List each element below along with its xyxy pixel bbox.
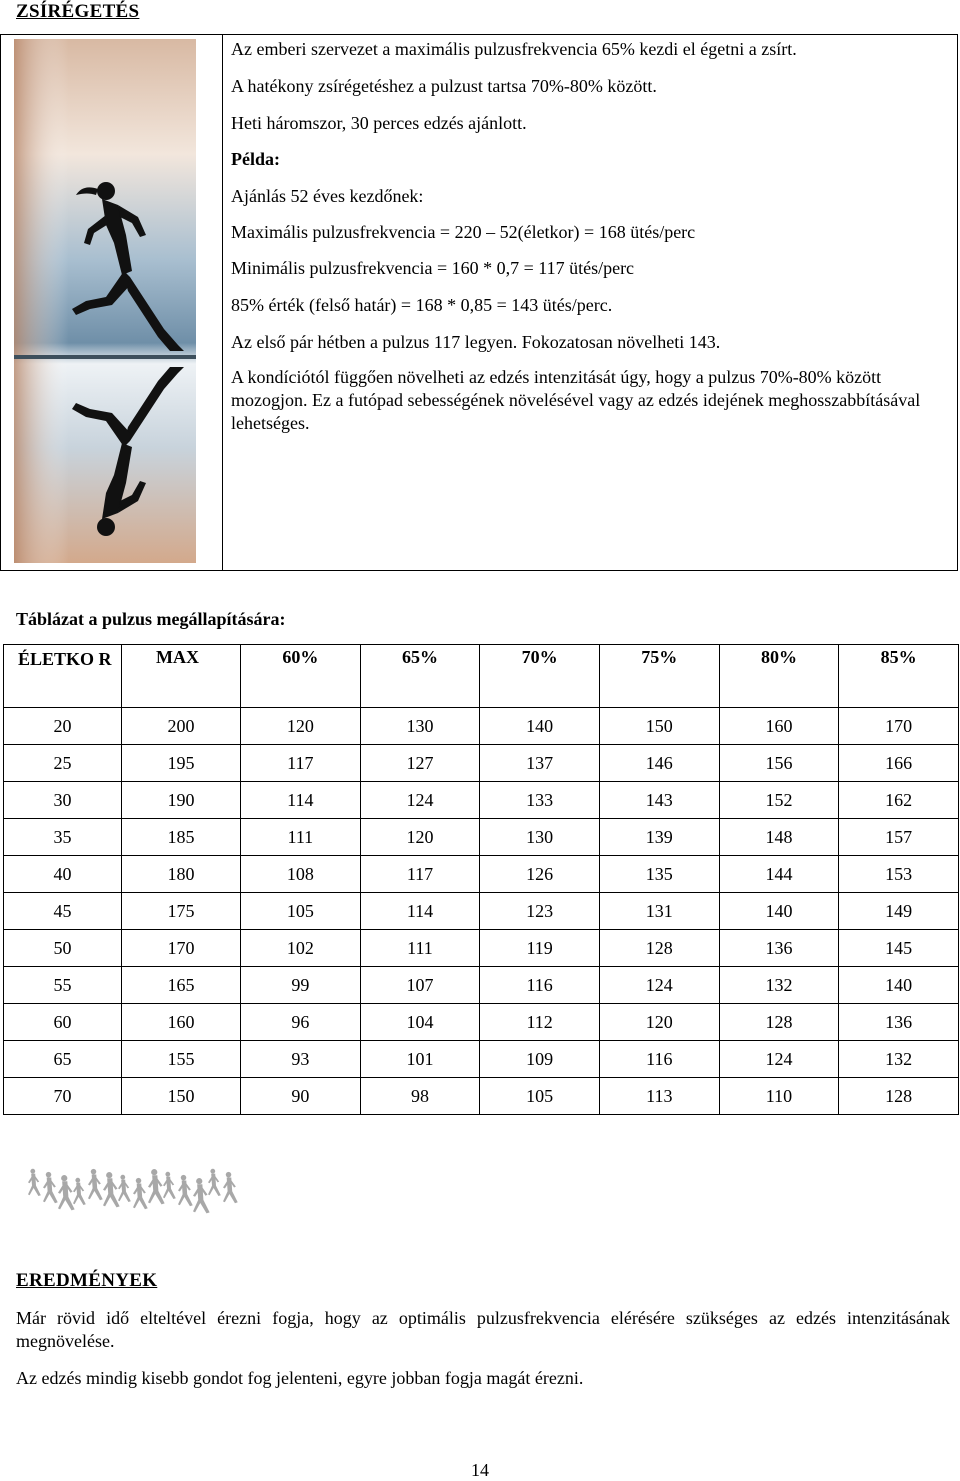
table-cell: 107 bbox=[360, 967, 480, 1004]
table-cell: 45 bbox=[4, 893, 122, 930]
table-cell: 113 bbox=[599, 1078, 719, 1115]
table-cell: 153 bbox=[839, 856, 959, 893]
runner-figure bbox=[28, 1169, 41, 1196]
table-cell: 137 bbox=[480, 745, 600, 782]
table-cell: 30 bbox=[4, 782, 122, 819]
table-cell: 128 bbox=[599, 930, 719, 967]
results-paragraph-1: Már rövid idő elteltével érezni fogja, hogy az optimális pulzusfrekvencia elérésére szükséges az edzés intenzitásának megnövelése. bbox=[16, 1308, 950, 1351]
intro-line-5: Maximális pulzusfrekvencia = 220 – 52(életkor) = 168 ütés/perc bbox=[231, 222, 696, 242]
table-cell: 98 bbox=[360, 1078, 480, 1115]
table-row bbox=[4, 782, 959, 819]
runner-figure bbox=[148, 1169, 165, 1204]
table-cell: 160 bbox=[719, 708, 839, 745]
group-runners-icon bbox=[20, 1160, 250, 1220]
table-row bbox=[4, 1078, 959, 1115]
table-cell: 140 bbox=[719, 893, 839, 930]
table-row bbox=[4, 1041, 959, 1078]
table-cell: 65 bbox=[4, 1041, 122, 1078]
table-cell: 132 bbox=[719, 967, 839, 1004]
table-cell: 109 bbox=[480, 1041, 600, 1078]
table-cell: 120 bbox=[360, 819, 480, 856]
intro-paragraph: A kondíciótól függően növelheti az edzés intenzitását úgy, hogy a pulzus 70%-80% között mozogjon. Ez a futópad sebességének növelésével vagy az edzés idejének meghosszabbításával lehetséges. bbox=[231, 367, 921, 433]
table-cell: 128 bbox=[839, 1078, 959, 1115]
table-cell: 25 bbox=[4, 745, 122, 782]
table-cell: 96 bbox=[241, 1004, 361, 1041]
table-cell: 180 bbox=[122, 856, 241, 893]
table-cell: 146 bbox=[599, 745, 719, 782]
runner-figure bbox=[88, 1169, 103, 1200]
section-heading-results: EREDMÉNYEK bbox=[16, 1270, 158, 1291]
table-cell: 111 bbox=[241, 819, 361, 856]
table-cell: 112 bbox=[480, 1004, 600, 1041]
table-cell: 60 bbox=[4, 1004, 122, 1041]
table-cell: 101 bbox=[360, 1041, 480, 1078]
table-cell: 175 bbox=[122, 893, 241, 930]
table-cell: 35 bbox=[4, 819, 122, 856]
table-cell: 143 bbox=[599, 782, 719, 819]
table-cell: 133 bbox=[480, 782, 600, 819]
table-cell: 90 bbox=[241, 1078, 361, 1115]
table-caption: Táblázat a pulzus megállapítására: bbox=[16, 609, 286, 629]
runner-figure bbox=[103, 1172, 120, 1207]
table-row bbox=[4, 967, 959, 1004]
table-cell: 119 bbox=[480, 930, 600, 967]
table-cell: 126 bbox=[480, 856, 600, 893]
intro-line-3: Heti háromszor, 30 perces edzés ajánlott. bbox=[231, 113, 527, 133]
runner-figure bbox=[58, 1175, 75, 1210]
table-cell: 170 bbox=[839, 708, 959, 745]
table-cell: 93 bbox=[241, 1041, 361, 1078]
table-cell: 124 bbox=[599, 967, 719, 1004]
table-cell: 99 bbox=[241, 967, 361, 1004]
intro-line-1: Az emberi szervezet a maximális pulzusfrekvencia 65% kezdi el égetni a zsírt. bbox=[231, 39, 797, 59]
section-heading-fat-burning: ZSÍRÉGETÉS bbox=[16, 1, 140, 22]
table-cell: 102 bbox=[241, 930, 361, 967]
runner-figure bbox=[208, 1169, 221, 1196]
header-cell: 60% bbox=[241, 645, 361, 708]
runner-figure bbox=[163, 1172, 176, 1199]
table-cell: 124 bbox=[360, 782, 480, 819]
table-cell: 139 bbox=[599, 819, 719, 856]
table-cell: 190 bbox=[122, 782, 241, 819]
runner-figure bbox=[193, 1178, 210, 1213]
runner-figure bbox=[73, 1178, 86, 1205]
table-cell: 157 bbox=[839, 819, 959, 856]
runner-figure bbox=[178, 1175, 193, 1206]
table-cell: 108 bbox=[241, 856, 361, 893]
table-cell: 110 bbox=[719, 1078, 839, 1115]
intro-box-divider bbox=[222, 35, 223, 570]
table-row bbox=[4, 708, 959, 745]
table-row bbox=[4, 745, 959, 782]
table-cell: 145 bbox=[839, 930, 959, 967]
example-label: Példa: bbox=[231, 149, 280, 169]
header-cell: 80% bbox=[719, 645, 839, 708]
table-cell: 144 bbox=[719, 856, 839, 893]
table-cell: 127 bbox=[360, 745, 480, 782]
runner-silhouette-reflection-icon bbox=[14, 39, 196, 563]
table-cell: 111 bbox=[360, 930, 480, 967]
table-row bbox=[4, 856, 959, 893]
page-number: 14 bbox=[471, 1460, 489, 1480]
table-cell: 195 bbox=[122, 745, 241, 782]
table-cell: 148 bbox=[719, 819, 839, 856]
table-cell: 117 bbox=[241, 745, 361, 782]
table-cell: 123 bbox=[480, 893, 600, 930]
table-cell: 50 bbox=[4, 930, 122, 967]
table-cell: 55 bbox=[4, 967, 122, 1004]
table-cell: 104 bbox=[360, 1004, 480, 1041]
table-header-row bbox=[4, 645, 959, 708]
runner-figure bbox=[133, 1178, 148, 1209]
table-cell: 116 bbox=[480, 967, 600, 1004]
table-cell: 130 bbox=[480, 819, 600, 856]
pulse-table bbox=[3, 644, 959, 1115]
table-cell: 105 bbox=[241, 893, 361, 930]
table-cell: 114 bbox=[241, 782, 361, 819]
table-cell: 124 bbox=[719, 1041, 839, 1078]
table-cell: 140 bbox=[480, 708, 600, 745]
table-cell: 140 bbox=[839, 967, 959, 1004]
table-cell: 117 bbox=[360, 856, 480, 893]
table-cell: 130 bbox=[360, 708, 480, 745]
header-cell: 70% bbox=[480, 645, 600, 708]
table-cell: 150 bbox=[599, 708, 719, 745]
runner-figure bbox=[43, 1172, 58, 1203]
header-cell: 65% bbox=[360, 645, 480, 708]
table-cell: 170 bbox=[122, 930, 241, 967]
intro-box bbox=[0, 34, 958, 571]
header-cell: 75% bbox=[599, 645, 719, 708]
table-cell: 132 bbox=[839, 1041, 959, 1078]
table-cell: 40 bbox=[4, 856, 122, 893]
table-row bbox=[4, 819, 959, 856]
results-paragraph-2: Az edzés mindig kisebb gondot fog jelenteni, egyre jobban fogja magát érezni. bbox=[16, 1368, 584, 1388]
table-cell: 120 bbox=[599, 1004, 719, 1041]
table-cell: 136 bbox=[719, 930, 839, 967]
table-row bbox=[4, 1004, 959, 1041]
table-cell: 155 bbox=[122, 1041, 241, 1078]
table-cell: 166 bbox=[839, 745, 959, 782]
table-cell: 120 bbox=[241, 708, 361, 745]
intro-line-7: 85% érték (felső határ) = 168 * 0,85 = 143 ütés/perc. bbox=[231, 295, 613, 315]
header-cell: MAX bbox=[122, 645, 241, 708]
header-cell: ÉLETKO R bbox=[4, 645, 122, 708]
table-cell: 114 bbox=[360, 893, 480, 930]
table-cell: 116 bbox=[599, 1041, 719, 1078]
intro-line-6: Minimális pulzusfrekvencia = 160 * 0,7 = 117 ütés/perc bbox=[231, 258, 635, 278]
intro-line-2: A hatékony zsírégetéshez a pulzust tartsa 70%-80% között. bbox=[231, 76, 657, 96]
table-cell: 70 bbox=[4, 1078, 122, 1115]
table-row bbox=[4, 893, 959, 930]
table-cell: 162 bbox=[839, 782, 959, 819]
intro-line-8: Az első pár hétben a pulzus 117 legyen. Fokozatosan növelheti 143. bbox=[231, 332, 721, 352]
intro-line-4: Ajánlás 52 éves kezdőnek: bbox=[231, 186, 424, 206]
table-cell: 135 bbox=[599, 856, 719, 893]
table-cell: 185 bbox=[122, 819, 241, 856]
table-cell: 156 bbox=[719, 745, 839, 782]
table-cell: 152 bbox=[719, 782, 839, 819]
table-cell: 20 bbox=[4, 708, 122, 745]
table-cell: 160 bbox=[122, 1004, 241, 1041]
table-cell: 131 bbox=[599, 893, 719, 930]
table-cell: 200 bbox=[122, 708, 241, 745]
runner-figure bbox=[118, 1175, 131, 1202]
header-cell: 85% bbox=[839, 645, 959, 708]
table-cell: 149 bbox=[839, 893, 959, 930]
table-cell: 165 bbox=[122, 967, 241, 1004]
table-row bbox=[4, 930, 959, 967]
table-cell: 105 bbox=[480, 1078, 600, 1115]
table-cell: 150 bbox=[122, 1078, 241, 1115]
table-cell: 128 bbox=[719, 1004, 839, 1041]
table-cell: 136 bbox=[839, 1004, 959, 1041]
runner-figure bbox=[223, 1172, 238, 1203]
